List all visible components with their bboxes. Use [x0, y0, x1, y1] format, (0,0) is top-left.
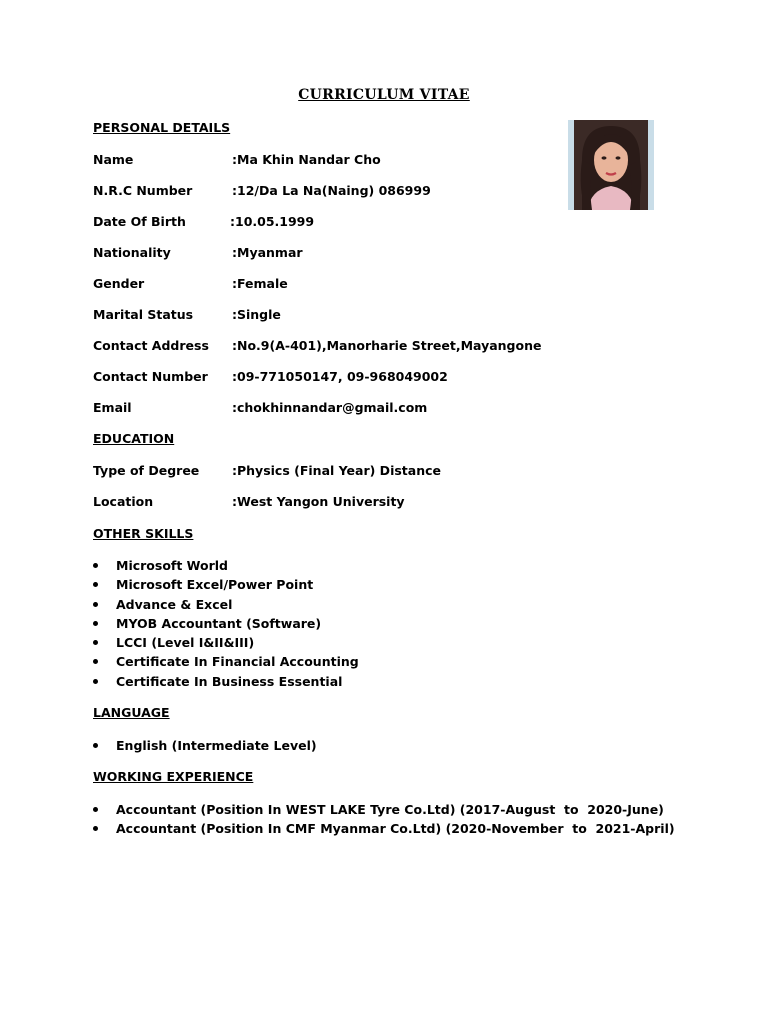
list-item: MYOB Accountant (Software) — [93, 614, 359, 633]
field-row-gender — [93, 276, 713, 294]
bullet-icon — [93, 659, 98, 664]
field-label: Type of Degree — [93, 463, 200, 478]
field-label: Marital Status — [93, 307, 194, 322]
other-skills-heading: OTHER SKILLS — [93, 526, 194, 541]
bullet-icon — [93, 602, 98, 607]
field-value: :No.9(A-401),Manorharie Street,Mayangone — [232, 338, 542, 353]
field-value: :12/Da La Na(Naing) 086999 — [232, 183, 431, 198]
field-row-degree — [93, 463, 713, 481]
field-label: Contact Number — [93, 369, 208, 384]
field-label: Name — [93, 152, 134, 167]
list-item: LCCI (Level I&II&III) — [93, 633, 359, 652]
field-label: Contact Address — [93, 338, 209, 353]
skills-list — [93, 556, 359, 691]
field-label: Date Of Birth — [93, 214, 186, 229]
field-value: :Physics (Final Year) Distance — [232, 463, 441, 478]
profile-photo — [568, 120, 654, 210]
field-row-marital-status — [93, 307, 713, 325]
experience-list — [93, 800, 675, 839]
field-label: Location — [93, 494, 154, 509]
list-item: Microsoft Excel/Power Point — [93, 575, 359, 594]
list-item: Certificate In Business Essential — [93, 672, 359, 691]
field-row-location — [93, 494, 713, 512]
field-label: Email — [93, 400, 132, 415]
field-value: :09-771050147, 09-968049002 — [232, 369, 448, 384]
bullet-icon — [93, 582, 98, 587]
field-value: :Single — [232, 307, 281, 322]
field-row-email — [93, 400, 713, 418]
field-row-contact-address — [93, 338, 713, 356]
field-label: Gender — [93, 276, 145, 291]
field-value: :Ma Khin Nandar Cho — [232, 152, 381, 167]
field-value: :Myanmar — [232, 245, 303, 260]
field-value: :Female — [232, 276, 288, 291]
field-value: :chokhinnandar@gmail.com — [232, 400, 428, 415]
list-item: English (Intermediate Level) — [93, 736, 317, 755]
bullet-icon — [93, 807, 98, 812]
field-row-nationality — [93, 245, 713, 263]
language-heading: LANGUAGE — [93, 705, 170, 720]
field-value: :West Yangon University — [232, 494, 405, 509]
field-row-contact-number — [93, 369, 713, 387]
bullet-icon — [93, 640, 98, 645]
list-item: Advance & Excel — [93, 595, 359, 614]
list-item: Accountant (Position In CMF Myanmar Co.Ltd) (2020-November to 2021-April) — [93, 819, 675, 838]
field-label: N.R.C Number — [93, 183, 193, 198]
field-value: :10.05.1999 — [230, 214, 315, 229]
personal-details-heading: PERSONAL DETAILS — [93, 120, 231, 135]
language-list — [93, 736, 317, 755]
bullet-icon — [93, 563, 98, 568]
list-item: Microsoft World — [93, 556, 359, 575]
education-heading: EDUCATION — [93, 431, 175, 446]
profile-photo-icon — [568, 120, 654, 210]
bullet-icon — [93, 679, 98, 684]
field-row-dob — [93, 214, 713, 232]
bullet-icon — [93, 621, 98, 626]
bullet-icon — [93, 743, 98, 748]
working-experience-heading: WORKING EXPERIENCE — [93, 769, 254, 784]
list-item: Accountant (Position In WEST LAKE Tyre Co.Ltd) (2017-August to 2020-June) — [93, 800, 675, 819]
bullet-icon — [93, 826, 98, 831]
document-title: CURRICULUM VITAE — [298, 87, 470, 103]
list-item: Certificate In Financial Accounting — [93, 652, 359, 671]
field-label: Nationality — [93, 245, 171, 260]
